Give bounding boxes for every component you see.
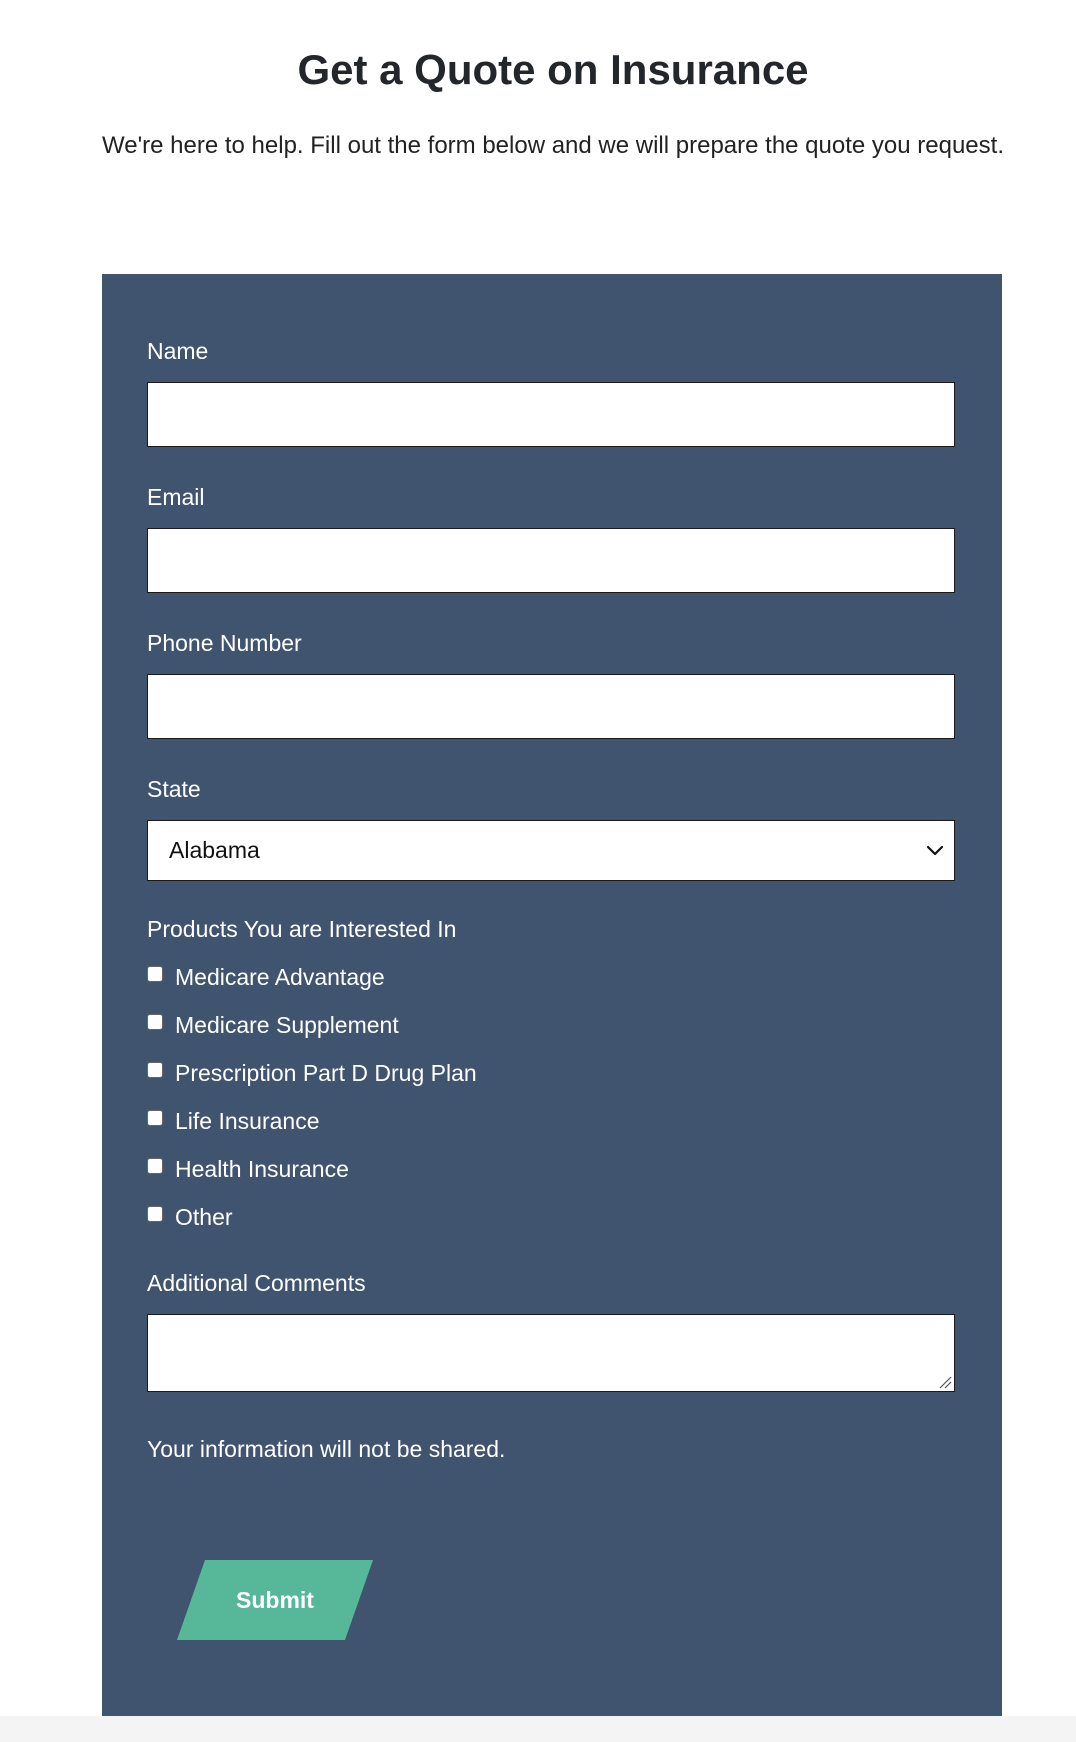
privacy-note: Your information will not be shared. <box>147 1436 506 1462</box>
chevron-down-icon <box>924 840 946 862</box>
name-input[interactable] <box>147 382 955 447</box>
checkbox-label: Medicare Advantage <box>175 964 385 990</box>
submit-button[interactable] <box>177 1560 373 1640</box>
page-bottom-edge <box>0 1716 1076 1742</box>
checkbox-medicare-supplement[interactable] <box>147 1014 163 1030</box>
email-input[interactable] <box>147 528 955 593</box>
phone-label: Phone Number <box>147 630 302 656</box>
checkbox-health-insurance[interactable] <box>147 1158 163 1174</box>
submit-label: Submit <box>236 1587 314 1613</box>
resize-handle-icon[interactable] <box>938 1375 952 1389</box>
phone-input[interactable] <box>147 674 955 739</box>
checkbox-label: Medicare Supplement <box>175 1012 399 1038</box>
checkbox-label: Prescription Part D Drug Plan <box>175 1060 477 1086</box>
checkbox-label: Other <box>175 1204 233 1230</box>
name-label: Name <box>147 338 209 364</box>
state-select[interactable] <box>147 820 955 881</box>
quote-form <box>102 274 1002 1716</box>
checkbox-medicare-advantage[interactable] <box>147 966 163 982</box>
checkbox-prescription-part-d[interactable] <box>147 1062 163 1078</box>
checkbox-label: Health Insurance <box>175 1156 349 1182</box>
state-select-value: Alabama <box>169 837 260 863</box>
comments-textarea[interactable] <box>147 1314 955 1392</box>
checkbox-label: Life Insurance <box>175 1108 320 1134</box>
email-label: Email <box>147 484 205 510</box>
page-title: Get a Quote on Insurance <box>297 46 809 93</box>
state-label: State <box>147 776 201 802</box>
checkbox-other[interactable] <box>147 1206 163 1222</box>
products-label: Products You are Interested In <box>147 916 457 942</box>
page-subtitle: We're here to help. Fill out the form below and we will prepare the quote you request. <box>102 132 1004 159</box>
comments-label: Additional Comments <box>147 1270 366 1296</box>
checkbox-life-insurance[interactable] <box>147 1110 163 1126</box>
